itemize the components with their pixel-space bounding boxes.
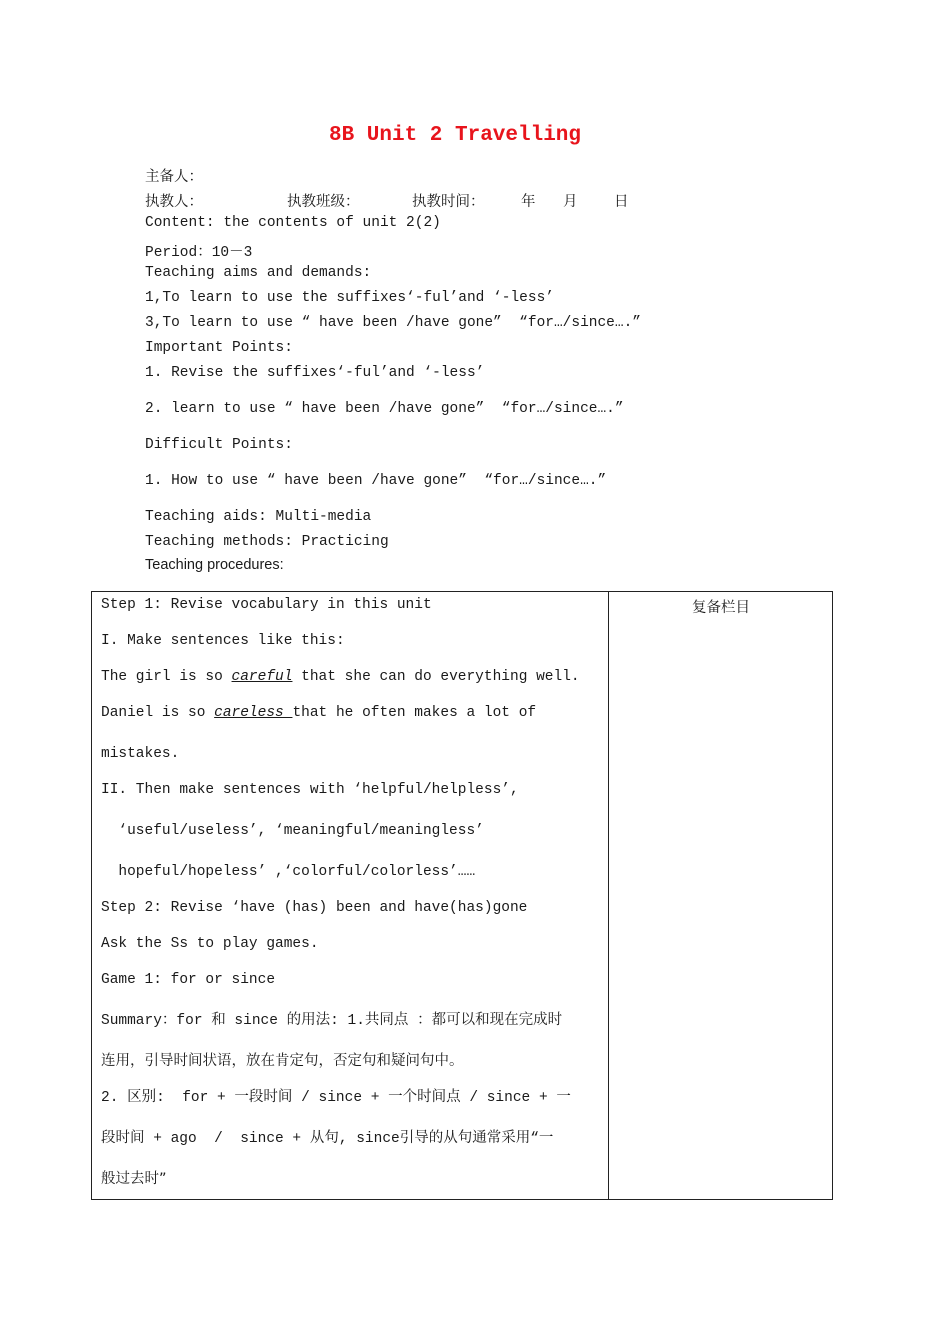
difference-line-3: 般过去时”	[101, 1171, 167, 1187]
summary-line-2: 连用，引导时间状语，放在肯定句，否定句和疑问句中。	[101, 1053, 464, 1069]
aim-3: 3,To learn to use “ have been /have gone” “for…/since….”	[145, 315, 641, 331]
day-label: 日	[614, 194, 629, 210]
important-1: 1. Revise the suffixes‘-ful’and ‘-less’	[145, 365, 485, 381]
review-column-title: 复备栏目	[692, 600, 750, 616]
word-pairs-line-1: ‘useful/useless’, ‘meaningful/meaningless’	[101, 823, 484, 839]
difficult-1: 1. How to use “ have been /have gone” “for…/since….”	[145, 473, 607, 489]
teaching-aids: Teaching aids: Multi-media	[145, 509, 372, 525]
difference-line-2: 段时间 + ago / since + 从句, since引导的从句通常采用“一	[101, 1131, 554, 1147]
make-sentences-title: I. Make sentences like this:	[101, 633, 345, 649]
example-sentence-1	[101, 669, 580, 685]
sentence-text: that she can do everything well.	[292, 669, 580, 685]
content-line: Content: the contents of unit 2(2)	[145, 215, 441, 231]
example-sentence-2-cont: mistakes.	[101, 746, 180, 762]
period-line: Period：10－3	[145, 245, 253, 261]
sentence-text: Daniel is so	[101, 705, 215, 721]
underlined-word: careful	[231, 669, 293, 685]
important-title: Important Points:	[145, 340, 293, 356]
example-sentence-2	[101, 705, 536, 721]
difference-line-1: 2. 区别: for + 一段时间 / since + 一个时间点 / since + 一	[101, 1090, 571, 1106]
summary-line-1: Summary：for 和 since 的用法: 1.共同点 ：都可以和现在完成时	[101, 1013, 563, 1029]
page-title: 8B Unit 2 Travelling	[328, 124, 582, 147]
important-2: 2. learn to use “ have been /have gone” “for…/since….”	[145, 401, 624, 417]
class-label: 执教班级：	[287, 194, 360, 210]
time-label: 执教时间：	[412, 194, 485, 210]
teaching-procedures: Teaching procedures:	[145, 557, 284, 573]
year-label: 年	[521, 194, 536, 210]
step-2: Step 2: Revise ‘have (has) been and have(has)gone	[101, 900, 528, 916]
aim-1: 1,To learn to use the suffixes‘-ful’and ‘-less’	[145, 290, 554, 306]
teacher-label: 执教人：	[145, 194, 203, 210]
sentence-text: that he often makes a lot of	[292, 705, 537, 721]
difficult-title: Difficult Points:	[145, 437, 293, 453]
teaching-methods: Teaching methods: Practicing	[145, 534, 389, 550]
game-1: Game 1: for or since	[101, 972, 276, 988]
month-label: 月	[563, 194, 578, 210]
aims-title: Teaching aims and demands:	[145, 265, 372, 281]
underlined-word: careless	[214, 705, 293, 721]
step-1: Step 1: Revise vocabulary in this unit	[101, 597, 432, 613]
table-column-divider	[608, 591, 609, 1200]
sentence-text: The girl is so	[101, 669, 232, 685]
then-make-sentences: II. Then make sentences with ‘helpful/helpless’,	[101, 782, 519, 798]
ask-line: Ask the Ss to play games.	[101, 936, 319, 952]
word-pairs-line-2: hopeful/hopeless’ ,‘colorful/colorless’……	[101, 864, 476, 880]
preparer-label: 主备人：	[145, 169, 203, 185]
